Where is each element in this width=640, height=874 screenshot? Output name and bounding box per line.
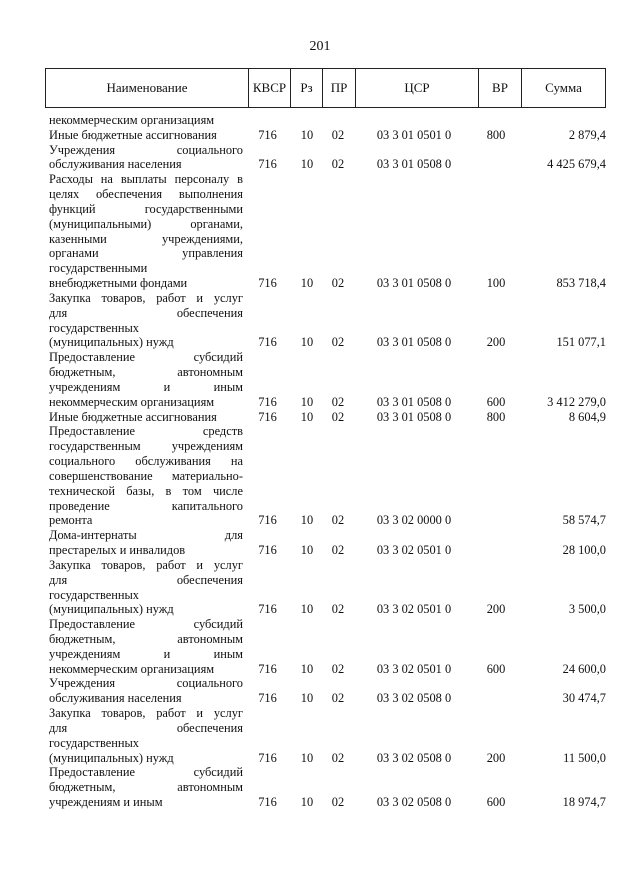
row-name-line: учреждениям и иным — [49, 379, 243, 394]
row-name-line: бюджетным, автономным — [49, 365, 243, 380]
row-rz: 10 — [300, 691, 314, 706]
row-csr: 03 3 01 0501 0 — [376, 127, 452, 142]
row-rz: 10 — [300, 795, 314, 810]
row-vr: 600 — [486, 795, 506, 810]
row-sum: 24 600,0 — [562, 661, 606, 676]
row-rz — [292, 113, 322, 128]
row-csr: 03 3 02 0501 0 — [376, 602, 452, 617]
row-pr: 02 — [331, 127, 345, 142]
row-pr: 02 — [331, 750, 345, 765]
row-name-line: Предоставление субсидий — [49, 350, 243, 365]
row-kvsr: 716 — [258, 335, 277, 350]
row-csr: 03 3 01 0508 0 — [376, 409, 452, 424]
row-vr: 800 — [486, 409, 506, 424]
row-pr: 02 — [331, 276, 345, 291]
row-kvsr: 716 — [258, 691, 277, 706]
row-rz: 10 — [300, 409, 314, 424]
table-row — [49, 410, 606, 425]
header-vr: ВР — [478, 69, 521, 107]
row-sum: 3 412 279,0 — [547, 394, 606, 409]
row-csr: 03 3 02 0508 0 — [376, 691, 452, 706]
row-name-line: целях обеспечения выполнения — [49, 187, 243, 202]
row-sum: 58 574,7 — [562, 513, 606, 528]
row-vr: 100 — [486, 276, 506, 291]
row-name-line: внебюджетными фондами — [49, 276, 188, 291]
header-pr: ПР — [322, 69, 355, 107]
row-vr — [474, 113, 518, 128]
row-pr: 02 — [331, 602, 345, 617]
row-kvsr: 716 — [258, 276, 277, 291]
row-name-line: некоммерческим организациям — [49, 113, 215, 127]
row-sum: 28 100,0 — [562, 543, 606, 558]
row-vr: 600 — [486, 661, 506, 676]
row-pr: 02 — [331, 335, 345, 350]
row-sum: 8 604,9 — [568, 409, 606, 424]
row-rz: 10 — [300, 602, 314, 617]
row-name-line: государственными — [49, 261, 148, 276]
row-kvsr: 716 — [258, 157, 277, 172]
table-row — [49, 172, 606, 291]
table-row — [49, 291, 606, 350]
row-name-line: Закупка товаров, работ и услуг — [49, 557, 243, 572]
row-rz: 10 — [300, 276, 314, 291]
row-name-line: Закупка товаров, работ и услуг — [49, 706, 243, 721]
row-kvsr — [243, 113, 292, 128]
table-row — [49, 528, 606, 558]
row-pr: 02 — [331, 691, 345, 706]
row-vr — [474, 513, 518, 528]
row-name-line: бюджетным, автономным — [49, 780, 243, 795]
row-csr: 03 3 02 0508 0 — [376, 795, 452, 810]
table-row — [49, 350, 606, 409]
row-sum: 30 474,7 — [562, 691, 606, 706]
row-name-line: функций государственными — [49, 201, 243, 216]
row-rz: 10 — [300, 335, 314, 350]
row-pr: 02 — [331, 543, 345, 558]
table-body — [49, 113, 606, 810]
row-pr — [322, 113, 354, 128]
row-name-line: Иные бюджетные ассигнования — [49, 409, 217, 424]
header-name: Наименование — [106, 80, 188, 95]
row-name-line: (муниципальных) нужд — [49, 602, 174, 617]
row-sum: 3 500,0 — [568, 602, 606, 617]
row-vr — [474, 691, 518, 706]
row-csr: 03 3 02 0508 0 — [376, 750, 452, 765]
table-row — [49, 128, 606, 143]
row-vr: 200 — [486, 602, 506, 617]
row-vr: 600 — [486, 394, 506, 409]
row-name-line: Предоставление субсидий — [49, 617, 243, 632]
row-kvsr: 716 — [258, 127, 277, 142]
row-name-line: государственных — [49, 735, 140, 750]
header-csr: ЦСР — [355, 69, 478, 107]
row-kvsr: 716 — [258, 409, 277, 424]
row-pr: 02 — [331, 409, 345, 424]
row-name-line: проведение капитального — [49, 498, 243, 513]
row-name-line: казенными учреждениями, — [49, 231, 243, 246]
row-name-line: технической базы, в том числе — [49, 483, 243, 498]
row-kvsr: 716 — [258, 602, 277, 617]
row-name-line: государственных — [49, 587, 140, 602]
row-sum: 151 077,1 — [556, 335, 606, 350]
row-name-line: государственным учреждениям — [49, 439, 243, 454]
row-name-line: Учреждения социального — [49, 142, 243, 157]
row-name-line: престарелых и инвалидов — [49, 543, 186, 558]
table-row — [49, 424, 606, 528]
row-csr: 03 3 01 0508 0 — [376, 394, 452, 409]
row-csr: 03 3 01 0508 0 — [376, 157, 452, 172]
row-name-line: некоммерческим организациям — [49, 394, 215, 409]
row-name-line: учреждениям и иным — [49, 646, 243, 661]
row-kvsr: 716 — [258, 543, 277, 558]
row-csr: 03 3 01 0508 0 — [376, 335, 452, 350]
row-sum: 853 718,4 — [556, 276, 606, 291]
row-rz: 10 — [300, 127, 314, 142]
row-pr: 02 — [331, 157, 345, 172]
header-rz: Рз — [290, 69, 322, 107]
table-row — [49, 676, 606, 706]
row-csr: 03 3 01 0508 0 — [376, 276, 452, 291]
row-name-line: обслуживания населения — [49, 157, 182, 172]
row-name-line: бюджетным, автономным — [49, 631, 243, 646]
row-kvsr: 716 — [258, 513, 277, 528]
row-sum — [518, 113, 606, 128]
row-rz: 10 — [300, 513, 314, 528]
row-vr: 200 — [486, 335, 506, 350]
row-kvsr: 716 — [258, 795, 277, 810]
row-pr: 02 — [331, 394, 345, 409]
row-sum: 2 879,4 — [568, 127, 606, 142]
row-name-line: для обеспечения — [49, 720, 243, 735]
row-name-line: (муниципальных) нужд — [49, 750, 174, 765]
row-name-line: Иные бюджетные ассигнования — [49, 127, 217, 142]
row-name-line: (муниципальными) органами, — [49, 216, 243, 231]
row-kvsr: 716 — [258, 661, 277, 676]
row-name-line: Предоставление средств — [49, 424, 243, 439]
row-kvsr: 716 — [258, 750, 277, 765]
row-pr: 02 — [331, 661, 345, 676]
table-row — [49, 558, 606, 617]
row-sum: 4 425 679,4 — [547, 157, 606, 172]
row-name-line: ремонта — [49, 513, 93, 528]
header-kvsr: КВСР — [248, 69, 290, 107]
row-pr: 02 — [331, 513, 345, 528]
header-sum: Сумма — [521, 69, 605, 107]
row-name-line: государственных — [49, 320, 140, 335]
row-csr: 03 3 02 0000 0 — [376, 513, 452, 528]
row-sum: 18 974,7 — [562, 795, 606, 810]
row-csr: 03 3 02 0501 0 — [376, 543, 452, 558]
row-rz: 10 — [300, 543, 314, 558]
row-sum: 11 500,0 — [563, 750, 606, 765]
row-kvsr: 716 — [258, 394, 277, 409]
row-name-line: социального обслуживания на — [49, 454, 243, 469]
row-name-line: Расходы на выплаты персоналу в — [49, 172, 243, 187]
row-name-line: Дома-интернаты для — [49, 528, 243, 543]
row-vr: 800 — [486, 127, 506, 142]
row-vr: 200 — [486, 750, 506, 765]
row-name-line: некоммерческим организациям — [49, 661, 215, 676]
row-name-line: обслуживания населения — [49, 691, 182, 706]
table-row — [49, 765, 606, 809]
row-vr — [474, 543, 518, 558]
row-name-line: Учреждения социального — [49, 676, 243, 691]
row-csr — [354, 113, 474, 128]
row-vr — [474, 157, 518, 172]
table-row — [49, 617, 606, 676]
row-name-line: (муниципальных) нужд — [49, 335, 174, 350]
row-name-line: органами управления — [49, 246, 243, 261]
row-pr: 02 — [331, 795, 345, 810]
row-name-line: совершенствование материально- — [49, 468, 243, 483]
row-name-line: Закупка товаров, работ и услуг — [49, 290, 243, 305]
row-name-line: для обеспечения — [49, 305, 243, 320]
row-name-line: для обеспечения — [49, 572, 243, 587]
row-name-line: учреждениям и иным — [49, 795, 163, 810]
row-rz: 10 — [300, 750, 314, 765]
page-number: 201 — [309, 39, 331, 54]
table-row — [49, 113, 606, 128]
row-rz: 10 — [300, 394, 314, 409]
row-csr: 03 3 02 0501 0 — [376, 661, 452, 676]
table-header — [45, 68, 606, 108]
row-rz: 10 — [300, 661, 314, 676]
table-row — [49, 143, 606, 173]
table-row — [49, 706, 606, 765]
row-rz: 10 — [300, 157, 314, 172]
row-name-line: Предоставление субсидий — [49, 765, 243, 780]
